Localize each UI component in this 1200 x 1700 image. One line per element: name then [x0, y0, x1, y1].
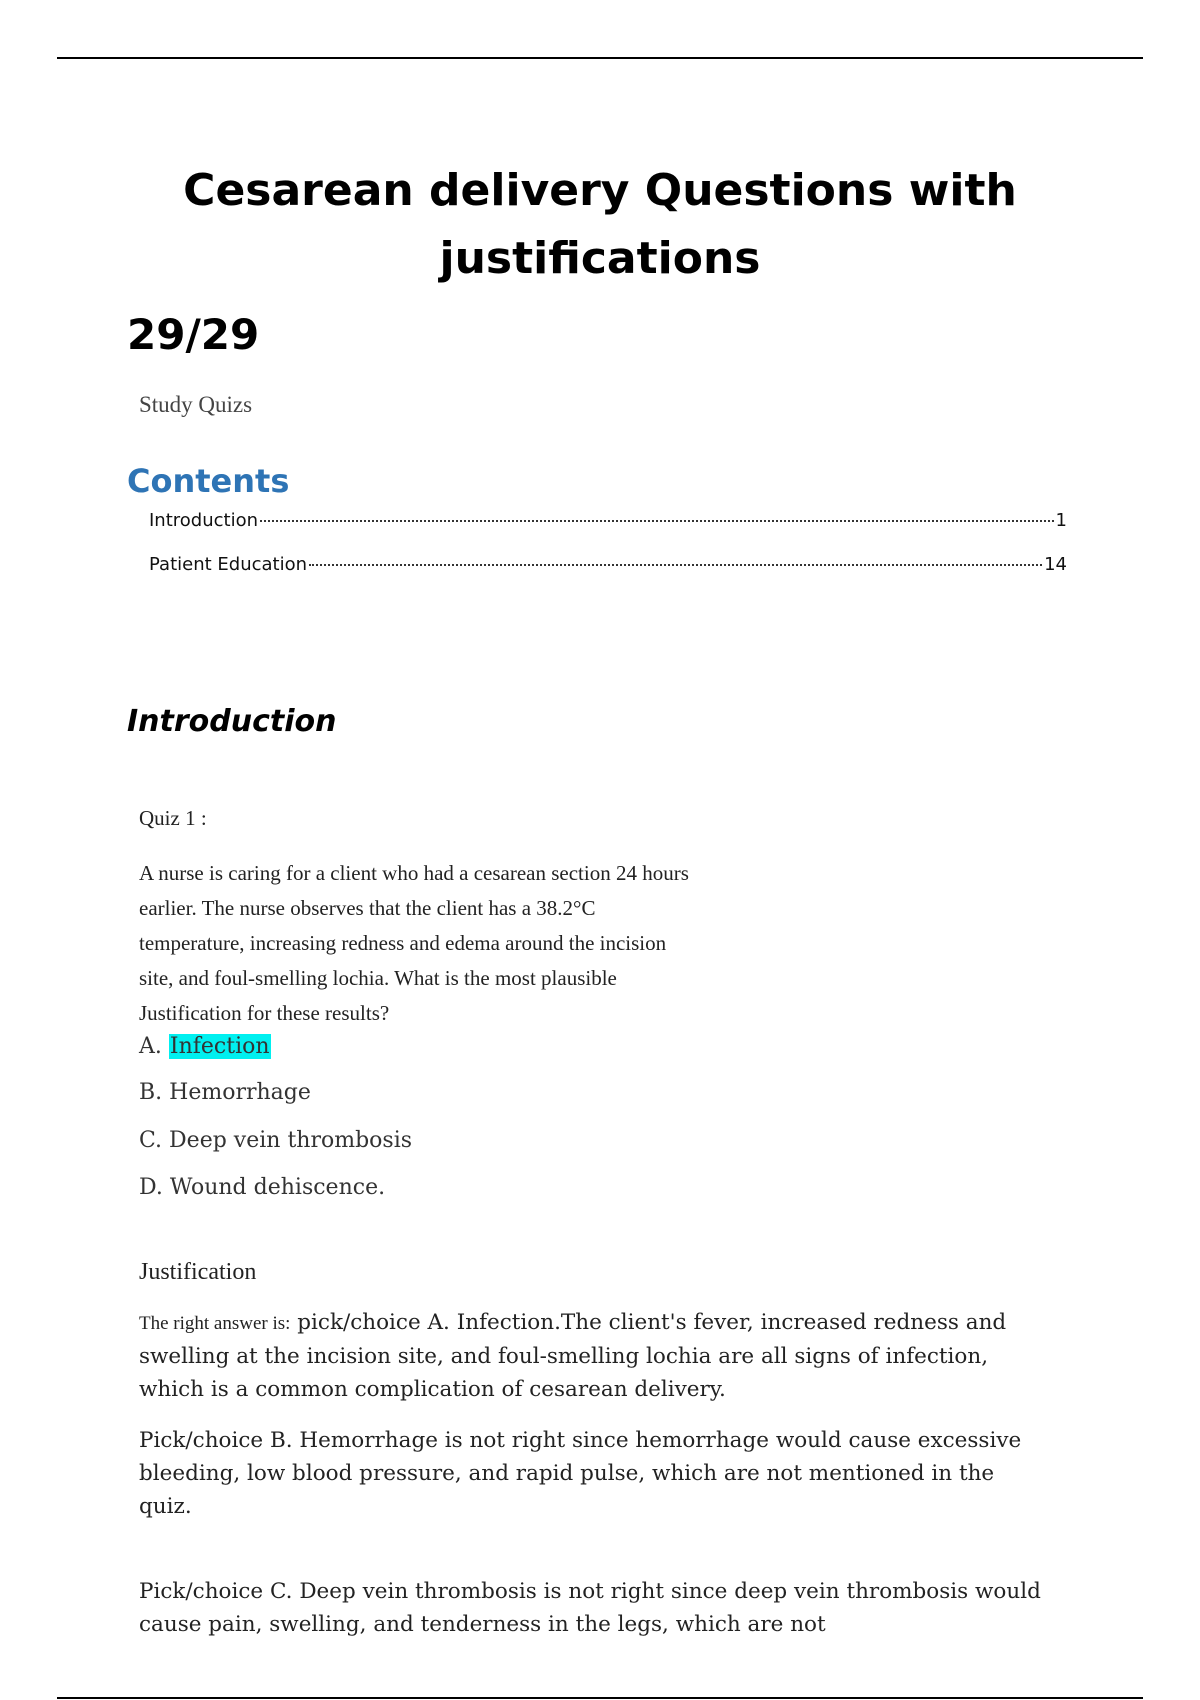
bottom-rule — [57, 1697, 1143, 1699]
justification-paragraph — [139, 1306, 1059, 1406]
explanation-line: Pick/choice B. Hemorrhage is not right since hemorrhage would cause excessive bleeding, low blood pressure, and rapid pulse, which are not mentioned in the — [139, 1428, 1022, 1486]
answer-lead: The right answer is: — [139, 1313, 291, 1334]
justification-paragraph: Pick/choice C. Deep vein thrombosis is not right since deep vein thrombosis would cause pain, swelling, and tenderness in the legs, which are not — [139, 1579, 1041, 1637]
option-d — [139, 1175, 385, 1200]
justification-paragraph — [139, 1424, 1059, 1523]
contents-heading: Contents — [127, 462, 290, 500]
quiz-label: Quiz 1 : — [139, 806, 207, 830]
toc-entry-page: 1 — [1055, 510, 1067, 531]
option-letter: B. — [139, 1080, 163, 1105]
toc-leader-dots — [309, 564, 1042, 566]
section-heading-introduction: Introduction — [127, 704, 337, 739]
toc-entry-label: Patient Education — [149, 554, 308, 575]
option-text-highlighted: Infection — [169, 1034, 270, 1059]
explanation-line: quiz. — [139, 1494, 192, 1519]
document-subtitle: Study Quizs — [139, 392, 253, 417]
option-text: Hemorrhage — [169, 1080, 311, 1105]
option-c — [139, 1128, 412, 1153]
top-rule — [57, 57, 1143, 59]
option-letter: C. — [139, 1128, 163, 1153]
toc-entry-label: Introduction — [149, 510, 259, 531]
option-text: Deep vein thrombosis — [169, 1128, 413, 1153]
toc-entry-page: 14 — [1044, 554, 1067, 575]
quiz-question: A nurse is caring for a client who had a cesarean section 24 hours earlier. The nurse observes that the client has a 38.2°C temperature, increasing redness and edema around the incision site, and foul-smelling lochia. What is the most plausible Justification for these results? — [139, 861, 689, 1025]
option-b — [139, 1080, 311, 1105]
option-letter: A. — [139, 1034, 162, 1059]
document-title: Cesarean delivery Questions with justifications — [183, 165, 1017, 284]
option-letter: D. — [139, 1175, 163, 1200]
option-text: Wound dehiscence. — [169, 1175, 386, 1200]
quiz-score: 29/29 — [127, 310, 260, 359]
toc-entry-introduction[interactable] — [149, 510, 1067, 531]
toc-entry-patient-education[interactable] — [149, 554, 1067, 575]
toc-leader-dots — [260, 520, 1054, 522]
option-a — [139, 1034, 271, 1059]
justification-heading: Justification — [139, 1259, 257, 1285]
answer-explanation: pick/choice A. Infection.The client's fever, increased redness and swelling at the incision site, and foul-smelling lochia are all signs of infection, which is a common complication of cesarean delivery. — [139, 1310, 1007, 1402]
